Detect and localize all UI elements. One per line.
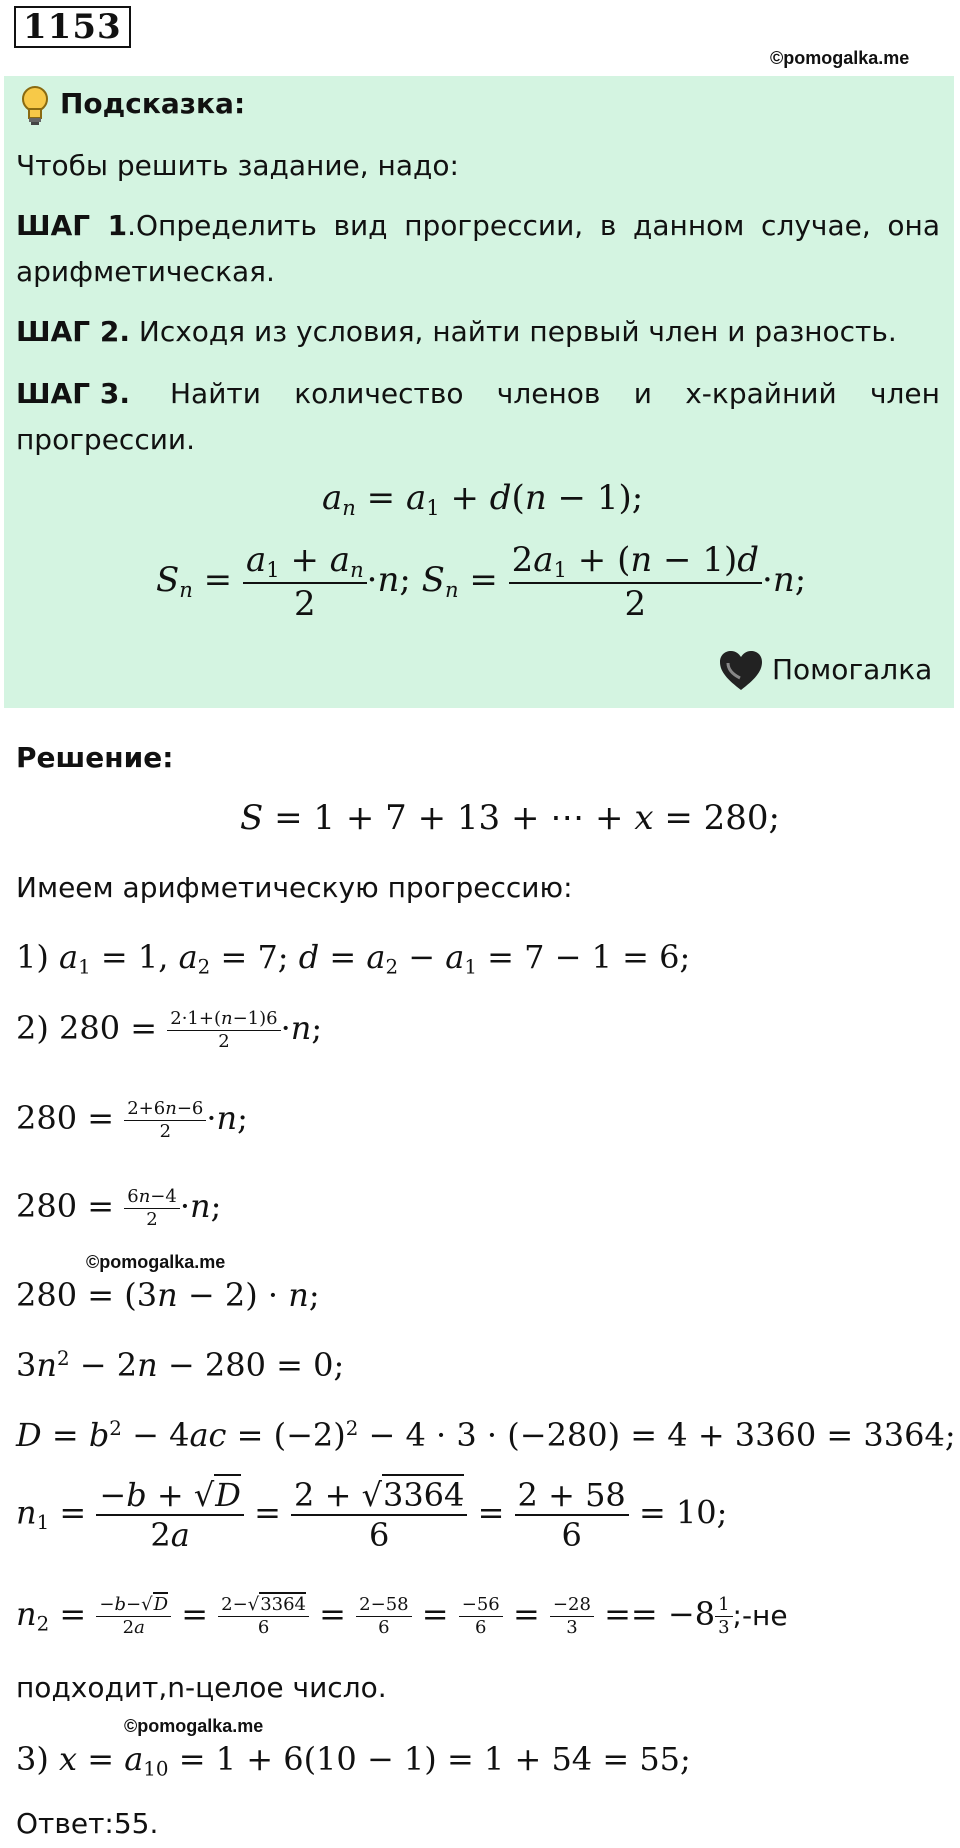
equation-280-b: 280 = $\frac{6n-4}{2}$ ·n;	[16, 1186, 222, 1230]
problem-number: 1153	[14, 6, 131, 48]
step1-text: .Определить вид прогрессии, в данном случае, она	[127, 209, 940, 242]
quadratic-equation: $3n^2 - 2n - 280 = 0$;	[16, 1346, 345, 1384]
watermark-mid: ©pomogalka.me	[86, 1252, 226, 1272]
brand-label: Помогалка	[772, 653, 933, 686]
formula-an: $a_n = a_1 + d(n - 1)$;	[322, 478, 644, 520]
hint-step2	[16, 310, 897, 354]
solution-step2: 2) 280 = $\frac{2\cdot 1+(n-1)6}{2}$ ·n;	[16, 1008, 323, 1052]
formula-sn: $S_n$ = $\frac{a_1 + a_n}{2}$ ·n; $S_n$ = $\frac{2a_1 + (n - 1)d}{2}$ ·n;	[156, 540, 807, 624]
solution-step3: 3) $x = a_{10} = 1 + 6(10 - 1) = 1 + 54 = 55$;	[16, 1740, 691, 1781]
discriminant: $D = b^2 - 4ac = (-2)^2 - 4 \cdot 3 \cdot (-280) = 4 + 3360 = 3364$;	[16, 1416, 956, 1454]
progression-text: Имеем арифметическую прогрессию:	[16, 871, 573, 904]
step3-label: ШАГ 3.	[16, 377, 130, 410]
solution-title: Решение:	[16, 741, 174, 774]
answer: Ответ:55.	[16, 1807, 159, 1840]
watermark-bottom: ©pomogalka.me	[124, 1716, 264, 1736]
solution-step1: 1) $a_1 = 1$, $a_2 = 7$; $d = a_2 - a_1 = 7 - 1 = 6$;	[16, 938, 691, 979]
step3-text: Найти количество членов и x-крайний член	[170, 377, 940, 410]
lightbulb-icon	[18, 84, 52, 128]
step2-label: ШАГ 2.	[16, 315, 130, 348]
equation-280-c: 280 = (3n − 2) · n;	[16, 1276, 320, 1314]
hint-step3	[16, 372, 940, 416]
watermark-top: ©pomogalka.me	[770, 48, 910, 68]
hint-title: Подсказка:	[60, 87, 246, 120]
step2-text: Исходя из условия, найти первый член и разность.	[129, 315, 897, 348]
hint-step1	[16, 204, 940, 248]
hint-step3-cont: прогрессии.	[16, 423, 196, 456]
heart-icon	[718, 650, 764, 692]
hint-step1-cont: арифметическая.	[16, 255, 275, 288]
not-fit-text-2: подходит,n-целое число.	[16, 1671, 387, 1704]
step1-label: ШАГ 1	[16, 209, 128, 242]
sum-equation: S = 1 + 7 + 13 + ⋯ + x = 280;	[240, 798, 780, 838]
root-n1: $n_1$ = $\frac{-b + √D}{2a}$ = $\frac{2 + √3364}{6}$ = $\frac{2 + 58}{6}$ = 10;	[16, 1476, 728, 1554]
root-n2: $n_2$ = $\frac{-b-√D}{2a}$ = $\frac{2-√3364}{6}$ = $\frac{2-58}{6}$ = $\frac{-56}{6}$ = $\frac{-28}{3}$ == −8 $\frac{1}{3}$ ;-не	[16, 1594, 788, 1638]
not-fit-text: ;-не	[732, 1599, 788, 1632]
hint-intro: Чтобы решить задание, надо:	[16, 149, 459, 182]
equation-280-a: 280 = $\frac{2+6n-6}{2}$ ·n;	[16, 1098, 248, 1142]
